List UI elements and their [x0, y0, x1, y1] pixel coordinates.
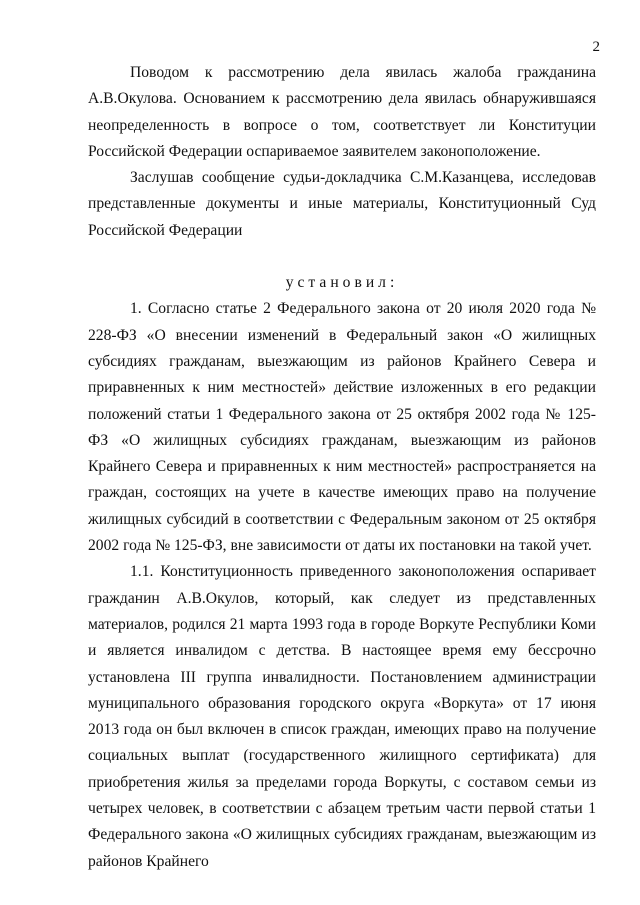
section-heading: установил:	[285, 274, 399, 292]
paragraph-complaint: Поводом к рассмотрению дела явилась жалоба гражданина А.В.Окулова. Основанием к рассмотрению дела явилась обнаружившаяся неопределенность в вопросе о том, соответствует ли Конституции Российской Федерации оспариваемое заявителем законоположение.	[88, 64, 596, 160]
paragraph-section-1-1: 1.1. Конституционность приведенного законоположения оспаривает гражданин А.В.Окулов, который, как следует из представленных материалов, родился 21 марта 1993 года в городе Воркуте Республики Коми и является инвалидом с детства. В настоящее время ему бессрочно установлена III группа инвалидности. Постановлением администрации муниципального образования городского округа «Воркута» от 17 июня 2013 года он был включен в список граждан, имеющих право на получение социальных выплат (государственного жилищного сертификата) для приобретения жилья за пределами города Воркуты, с составом семьи из четырех человек, в соответствии с абзацем третьим части первой статьи 1 Федерального закона «О жилищных субсидиях гражданам, выезжающим из районов Крайнего	[88, 563, 596, 870]
document-body	[88, 60, 596, 875]
page-number: 2	[592, 39, 600, 55]
paragraph-section-1: 1. Согласно статье 2 Федерального закона от 20 июля 2020 года № 228-ФЗ «О внесении изменений в Федеральный закон «О жилищных субсидиях гражданам, выезжающим из районов Крайнего Севера и приравненных к ним местностей» действие изложенных в его редакции положений статьи 1 Федерального закона от 25 октября 2002 года № 125-ФЗ «О жилищных субсидиях гражданам, выезжающим из районов Крайнего Севера и приравненных к ним местностей» распространяется на граждан, состоящих на учете в качестве имеющих право на получение жилищных субсидий в соответствии с Федеральным законом от 25 октября 2002 года № 125-ФЗ, вне зависимости от даты их постановки на такой учет.	[88, 300, 596, 555]
paragraph-hearing: Заслушав сообщение судьи-докладчика С.М.Казанцева, исследовав представленные документы и иные материалы, Конституционный Суд Российской Федерации	[88, 169, 596, 239]
spacer	[88, 244, 596, 270]
